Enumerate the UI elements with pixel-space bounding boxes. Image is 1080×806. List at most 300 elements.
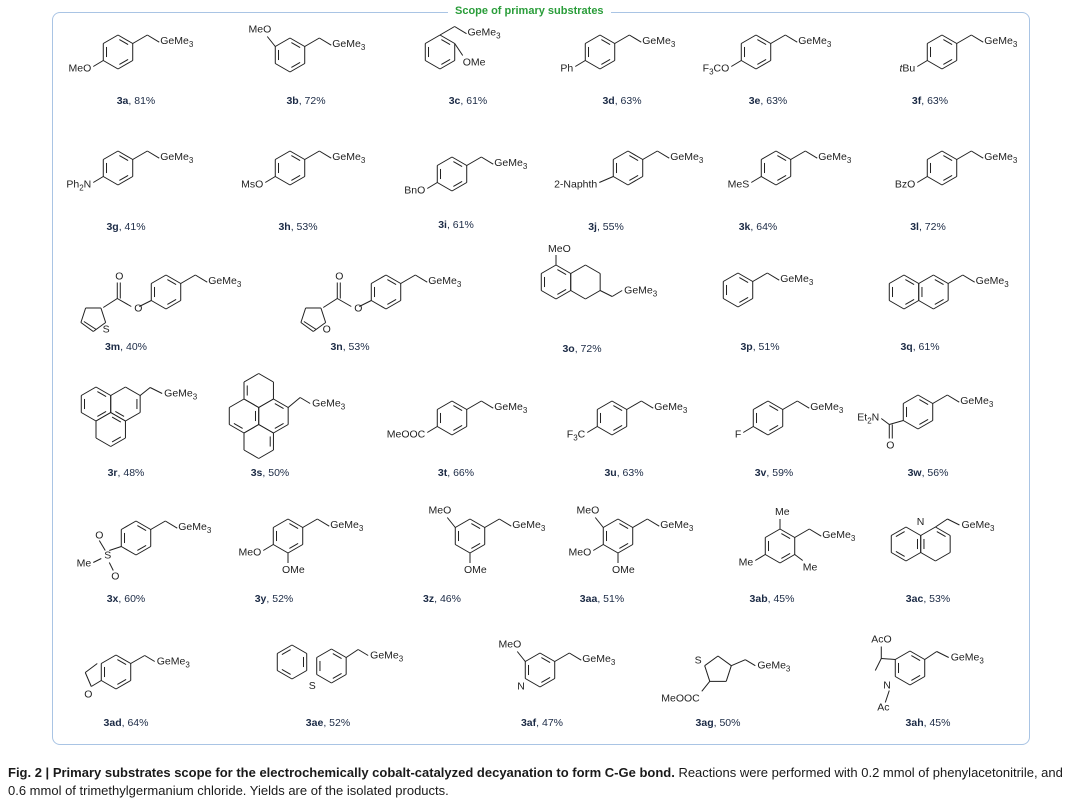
compound-label xyxy=(537,593,667,606)
bond xyxy=(96,438,111,447)
compound-id: 3af xyxy=(520,717,537,729)
bond xyxy=(101,308,106,323)
bond xyxy=(305,38,320,47)
atom-label: BnO xyxy=(404,184,426,197)
compound-label xyxy=(541,221,671,234)
bond xyxy=(585,35,600,44)
bond xyxy=(125,387,140,396)
bond xyxy=(301,308,306,323)
bond xyxy=(292,671,307,680)
bond xyxy=(288,398,300,408)
bond xyxy=(259,450,274,459)
panel-title: Scope of primary substrates xyxy=(448,4,611,18)
structure-3h xyxy=(241,151,366,191)
bond xyxy=(467,157,482,166)
compound-label xyxy=(209,593,339,606)
bond xyxy=(895,677,910,686)
bond xyxy=(971,151,983,158)
atom-label: MeS xyxy=(727,178,750,191)
compound-label xyxy=(707,593,837,606)
bond xyxy=(273,425,288,434)
compound-id: 3s xyxy=(250,467,263,479)
bond xyxy=(288,519,303,528)
atom-label: O xyxy=(335,270,344,283)
compound-id: 3d xyxy=(602,95,615,107)
bond xyxy=(765,529,780,538)
bond xyxy=(101,655,116,664)
compound-yield: , 72% xyxy=(574,343,602,355)
compound-id: 3ag xyxy=(695,717,714,729)
bond xyxy=(585,265,600,274)
bond xyxy=(575,61,585,67)
bond xyxy=(437,183,452,192)
atom-label: MsO xyxy=(241,178,264,191)
bond xyxy=(947,519,959,525)
bond xyxy=(935,527,950,536)
bond xyxy=(229,399,244,408)
atom-label: GeMe$_3$ xyxy=(332,151,366,166)
structure-3u xyxy=(567,401,688,443)
bond xyxy=(593,545,603,551)
atom-label: O xyxy=(84,688,93,701)
compound-yield: , 64% xyxy=(121,717,149,729)
bond xyxy=(455,44,463,56)
bond xyxy=(927,35,942,44)
bond xyxy=(603,519,618,528)
bond xyxy=(290,177,305,186)
bond xyxy=(244,425,259,434)
atom-label: O xyxy=(354,302,363,315)
compound-yield: , 52% xyxy=(266,593,294,605)
atom-label: $F_3CO$ xyxy=(702,62,730,77)
bond xyxy=(723,273,738,282)
atom-label: GeMe$_3$ xyxy=(208,275,242,290)
bond xyxy=(919,275,934,284)
bond xyxy=(103,177,118,186)
compound-id: 3p xyxy=(740,341,753,353)
bond xyxy=(275,38,290,47)
structure-3p xyxy=(723,273,814,307)
atom-label: MeO xyxy=(428,504,452,517)
bond xyxy=(93,559,101,563)
structure-3x xyxy=(77,521,212,583)
atom-label: GeMe$_3$ xyxy=(975,275,1009,290)
atom-label: MeO xyxy=(576,504,600,517)
bond xyxy=(780,529,795,538)
structure-3o xyxy=(541,243,657,299)
bond xyxy=(768,401,783,410)
bond xyxy=(244,450,259,459)
bond xyxy=(755,555,765,561)
bond xyxy=(618,519,633,528)
bond xyxy=(147,35,159,42)
structure-3q xyxy=(889,275,1009,309)
structure-3ag xyxy=(661,655,791,705)
structure-3ah xyxy=(871,634,984,714)
atom-label: N xyxy=(517,680,525,693)
bond xyxy=(118,35,133,44)
bond xyxy=(145,656,155,662)
compound-label xyxy=(377,593,507,606)
atom-label: O xyxy=(95,529,104,542)
bond xyxy=(571,265,586,274)
bond xyxy=(290,151,305,160)
bond xyxy=(103,299,117,308)
bond xyxy=(125,413,140,422)
bond xyxy=(927,61,942,70)
compound-yield: , 64% xyxy=(750,221,778,233)
structure-3f xyxy=(900,35,1018,75)
bond xyxy=(481,401,493,408)
bond xyxy=(942,177,957,186)
bond xyxy=(791,151,806,160)
atom-label: O xyxy=(111,570,120,583)
compound-label xyxy=(205,467,335,480)
compound-yield: , 45% xyxy=(923,717,951,729)
compound-id: 3v xyxy=(754,467,767,479)
compound-id: 3z xyxy=(423,593,435,605)
bond xyxy=(927,151,942,160)
compound-yield: , 53% xyxy=(923,593,951,605)
bond xyxy=(118,177,133,186)
atom-label: GeMe$_3$ xyxy=(494,157,528,172)
compound-yield: , 61% xyxy=(912,341,940,353)
bond xyxy=(910,651,925,660)
bond xyxy=(455,545,470,554)
bond xyxy=(615,35,630,44)
bond xyxy=(556,291,571,300)
bond xyxy=(181,275,196,284)
bond xyxy=(111,413,126,422)
structure-3ad xyxy=(84,655,190,701)
bond xyxy=(600,291,612,297)
bond xyxy=(81,387,96,396)
structure-3g xyxy=(66,151,193,193)
atom-label: S xyxy=(694,654,702,667)
bond xyxy=(455,27,467,34)
bond xyxy=(555,653,570,662)
compound-id: 3e xyxy=(748,95,761,107)
bond xyxy=(525,653,540,662)
bond xyxy=(415,275,427,282)
bond xyxy=(768,427,783,436)
bond xyxy=(259,399,274,408)
compound-label xyxy=(703,95,833,108)
atom-label: GeMe$_3$ xyxy=(961,519,995,533)
bond xyxy=(600,35,615,44)
bond xyxy=(96,413,111,422)
structure-3y xyxy=(239,519,364,576)
compound-label xyxy=(517,343,647,356)
structure-3d xyxy=(560,35,675,75)
compound-id: 3ah xyxy=(905,717,924,729)
atom-label: GeMe$_3$ xyxy=(428,275,462,290)
compound-id: 3j xyxy=(588,221,597,233)
compound-id: 3t xyxy=(437,467,448,479)
bond xyxy=(599,177,613,183)
atom-label: O xyxy=(134,302,143,315)
compound-yield: , 48% xyxy=(117,467,145,479)
bond xyxy=(101,681,116,690)
compound-label xyxy=(693,221,823,234)
bond xyxy=(109,563,113,571)
bond xyxy=(705,656,718,666)
bond xyxy=(133,151,148,160)
bond xyxy=(244,374,259,383)
compound-id: 3f xyxy=(911,95,922,107)
atom-label: GeMe$_3$ xyxy=(960,395,994,410)
compound-yield: , 61% xyxy=(446,219,474,231)
bond xyxy=(136,547,151,556)
bond xyxy=(618,545,633,554)
bond xyxy=(93,177,103,183)
bond xyxy=(904,301,919,310)
compound-id: 3n xyxy=(330,341,343,353)
bond xyxy=(643,151,658,160)
structure-3m xyxy=(81,271,242,336)
bond xyxy=(317,675,332,684)
structure-3l xyxy=(895,151,1018,191)
atom-label: Me xyxy=(738,556,754,569)
compound-id: 3a xyxy=(116,95,129,107)
caption-body: Reactions were performed with 0.2 mmol of phenylacetonitrile, and 0.6 mmol of trimethylgermanium chloride. Yields are of the isolated products. xyxy=(8,765,1063,798)
compound-id: 3c xyxy=(448,95,461,107)
bond xyxy=(910,677,925,686)
structure-3r xyxy=(81,387,197,447)
compound-yield: , 51% xyxy=(597,593,625,605)
bond xyxy=(600,61,615,70)
compound-label xyxy=(695,341,825,354)
bond xyxy=(117,299,131,307)
compound-yield: , 56% xyxy=(921,467,949,479)
atom-label: $Et_2N$ xyxy=(857,411,880,426)
structure-3a xyxy=(69,35,194,75)
atom-label: GeMe$_3$ xyxy=(660,519,694,534)
bond xyxy=(440,35,455,44)
compound-id: 3u xyxy=(604,467,617,479)
bond xyxy=(895,651,910,660)
compound-yield: , 50% xyxy=(262,467,290,479)
atom-label: GeMe$_3$ xyxy=(156,655,190,670)
bond xyxy=(140,388,150,396)
bond xyxy=(738,299,753,308)
compound-id: 3k xyxy=(738,221,751,233)
bond xyxy=(259,374,274,383)
bond xyxy=(613,151,628,160)
bond xyxy=(753,401,768,410)
bond xyxy=(921,527,936,536)
bond xyxy=(612,291,622,297)
compound-label xyxy=(391,467,521,480)
compound-id: 3aa xyxy=(579,593,598,605)
compound-id: 3ae xyxy=(305,717,324,729)
compound-id: 3ab xyxy=(749,593,768,605)
atom-label: tBu xyxy=(899,62,916,75)
bond xyxy=(881,419,889,425)
bond xyxy=(629,35,641,42)
bond xyxy=(447,518,455,528)
bond xyxy=(244,399,259,408)
bond xyxy=(165,521,177,528)
atom-label: GeMe$_3$ xyxy=(178,521,212,536)
bond xyxy=(731,61,741,67)
bond xyxy=(121,547,136,556)
bond xyxy=(718,656,731,666)
atom-label: OMe xyxy=(464,564,487,576)
atom-label: MeOOC xyxy=(386,428,426,441)
atom-label: GeMe$_3$ xyxy=(798,35,832,50)
compound-yield: , 53% xyxy=(290,221,318,233)
bond xyxy=(85,673,91,687)
compound-label xyxy=(477,717,607,730)
bond xyxy=(753,273,768,282)
bond xyxy=(147,151,159,158)
bond xyxy=(741,61,756,70)
bond xyxy=(81,308,86,323)
compound-yield: , 60% xyxy=(118,593,146,605)
bond xyxy=(116,681,131,690)
bond xyxy=(891,527,906,536)
atom-label: N xyxy=(883,679,891,692)
bond xyxy=(540,679,555,688)
bond xyxy=(277,645,292,654)
bond xyxy=(612,427,627,436)
bond xyxy=(942,61,957,70)
bond xyxy=(795,529,810,538)
compound-label xyxy=(61,221,191,234)
bond xyxy=(265,177,275,183)
compound-label xyxy=(61,717,191,730)
bond xyxy=(963,275,975,282)
compound-label xyxy=(863,717,993,730)
bond xyxy=(337,299,351,307)
bond xyxy=(628,151,643,160)
bond xyxy=(118,61,133,70)
bond xyxy=(425,61,440,70)
bond xyxy=(731,660,745,666)
bond xyxy=(437,401,452,410)
compound-label xyxy=(263,717,393,730)
bond xyxy=(935,553,950,562)
bond xyxy=(595,518,603,528)
compound-yield: , 40% xyxy=(120,341,148,353)
bond xyxy=(440,61,455,70)
compound-id: 3b xyxy=(286,95,299,107)
bond xyxy=(427,183,437,189)
compound-id: 3o xyxy=(562,343,575,355)
bond xyxy=(641,401,653,408)
atom-label: GeMe$_3$ xyxy=(757,659,791,674)
bond xyxy=(745,660,755,666)
compound-label xyxy=(285,341,415,354)
compound-yield: , 66% xyxy=(447,467,475,479)
bond xyxy=(99,541,105,551)
compound-label xyxy=(865,95,995,108)
bond xyxy=(525,679,540,688)
atom-label: O xyxy=(322,323,331,336)
bond xyxy=(795,555,803,561)
bond xyxy=(783,401,798,410)
bond xyxy=(933,395,948,404)
atom-label: MeO xyxy=(238,546,262,559)
compound-yield: , 81% xyxy=(128,95,156,107)
bond xyxy=(111,438,126,447)
bond xyxy=(440,27,455,36)
bond xyxy=(797,401,809,408)
bond xyxy=(386,301,401,310)
bond xyxy=(776,177,791,186)
atom-label: GeMe$_3$ xyxy=(330,519,364,534)
bond xyxy=(756,61,771,70)
atom-label: OMe xyxy=(612,564,635,576)
compound-yield: , 63% xyxy=(616,467,644,479)
bond xyxy=(942,35,957,44)
bond xyxy=(785,35,797,42)
compound-label xyxy=(709,467,839,480)
atom-label: GeMe$_3$ xyxy=(642,35,676,50)
bond xyxy=(903,395,918,404)
compound-id: 3i xyxy=(438,219,447,231)
bond xyxy=(889,301,904,310)
atom-label: Me xyxy=(76,557,92,570)
structure-3s xyxy=(229,374,345,459)
compound-label xyxy=(71,95,201,108)
atom-label: MeO xyxy=(568,546,592,559)
atom-label: GeMe$_3$ xyxy=(512,519,546,534)
structure-3i xyxy=(404,157,528,197)
bond xyxy=(425,35,440,44)
bond xyxy=(917,61,927,67)
bond xyxy=(918,421,933,430)
compound-id: 3l xyxy=(910,221,919,233)
compound-yield: , 63% xyxy=(921,95,949,107)
bond xyxy=(121,521,136,530)
bond xyxy=(452,157,467,166)
bond xyxy=(277,671,292,680)
compound-yield: , 63% xyxy=(614,95,642,107)
atom-label: MeO xyxy=(548,243,571,255)
bond xyxy=(585,291,600,300)
bond xyxy=(455,519,470,528)
bond xyxy=(292,645,307,654)
bond xyxy=(229,425,244,434)
compound-label xyxy=(863,467,993,480)
bond xyxy=(133,35,148,44)
bond xyxy=(702,681,710,691)
bond xyxy=(743,427,753,433)
bond xyxy=(957,35,972,44)
compound-id: 3x xyxy=(106,593,119,605)
atom-label: Ac xyxy=(877,701,890,714)
bond xyxy=(903,421,918,430)
structure-3af xyxy=(499,639,616,693)
compound-label xyxy=(391,219,521,232)
bond xyxy=(875,659,881,671)
compound-label xyxy=(61,593,191,606)
compound-label xyxy=(863,221,993,234)
atom-label: O xyxy=(115,270,124,283)
structure-3ab xyxy=(739,506,856,574)
bond xyxy=(585,61,600,70)
compound-yield: , 50% xyxy=(713,717,741,729)
atom-label: MeO xyxy=(248,23,272,36)
atom-label: GeMe$_3$ xyxy=(810,401,844,416)
bond xyxy=(111,387,126,396)
compound-yield: , 52% xyxy=(323,717,351,729)
atom-label: MeO xyxy=(68,62,92,75)
structure-3ac xyxy=(891,516,995,561)
compound-label xyxy=(863,593,993,606)
